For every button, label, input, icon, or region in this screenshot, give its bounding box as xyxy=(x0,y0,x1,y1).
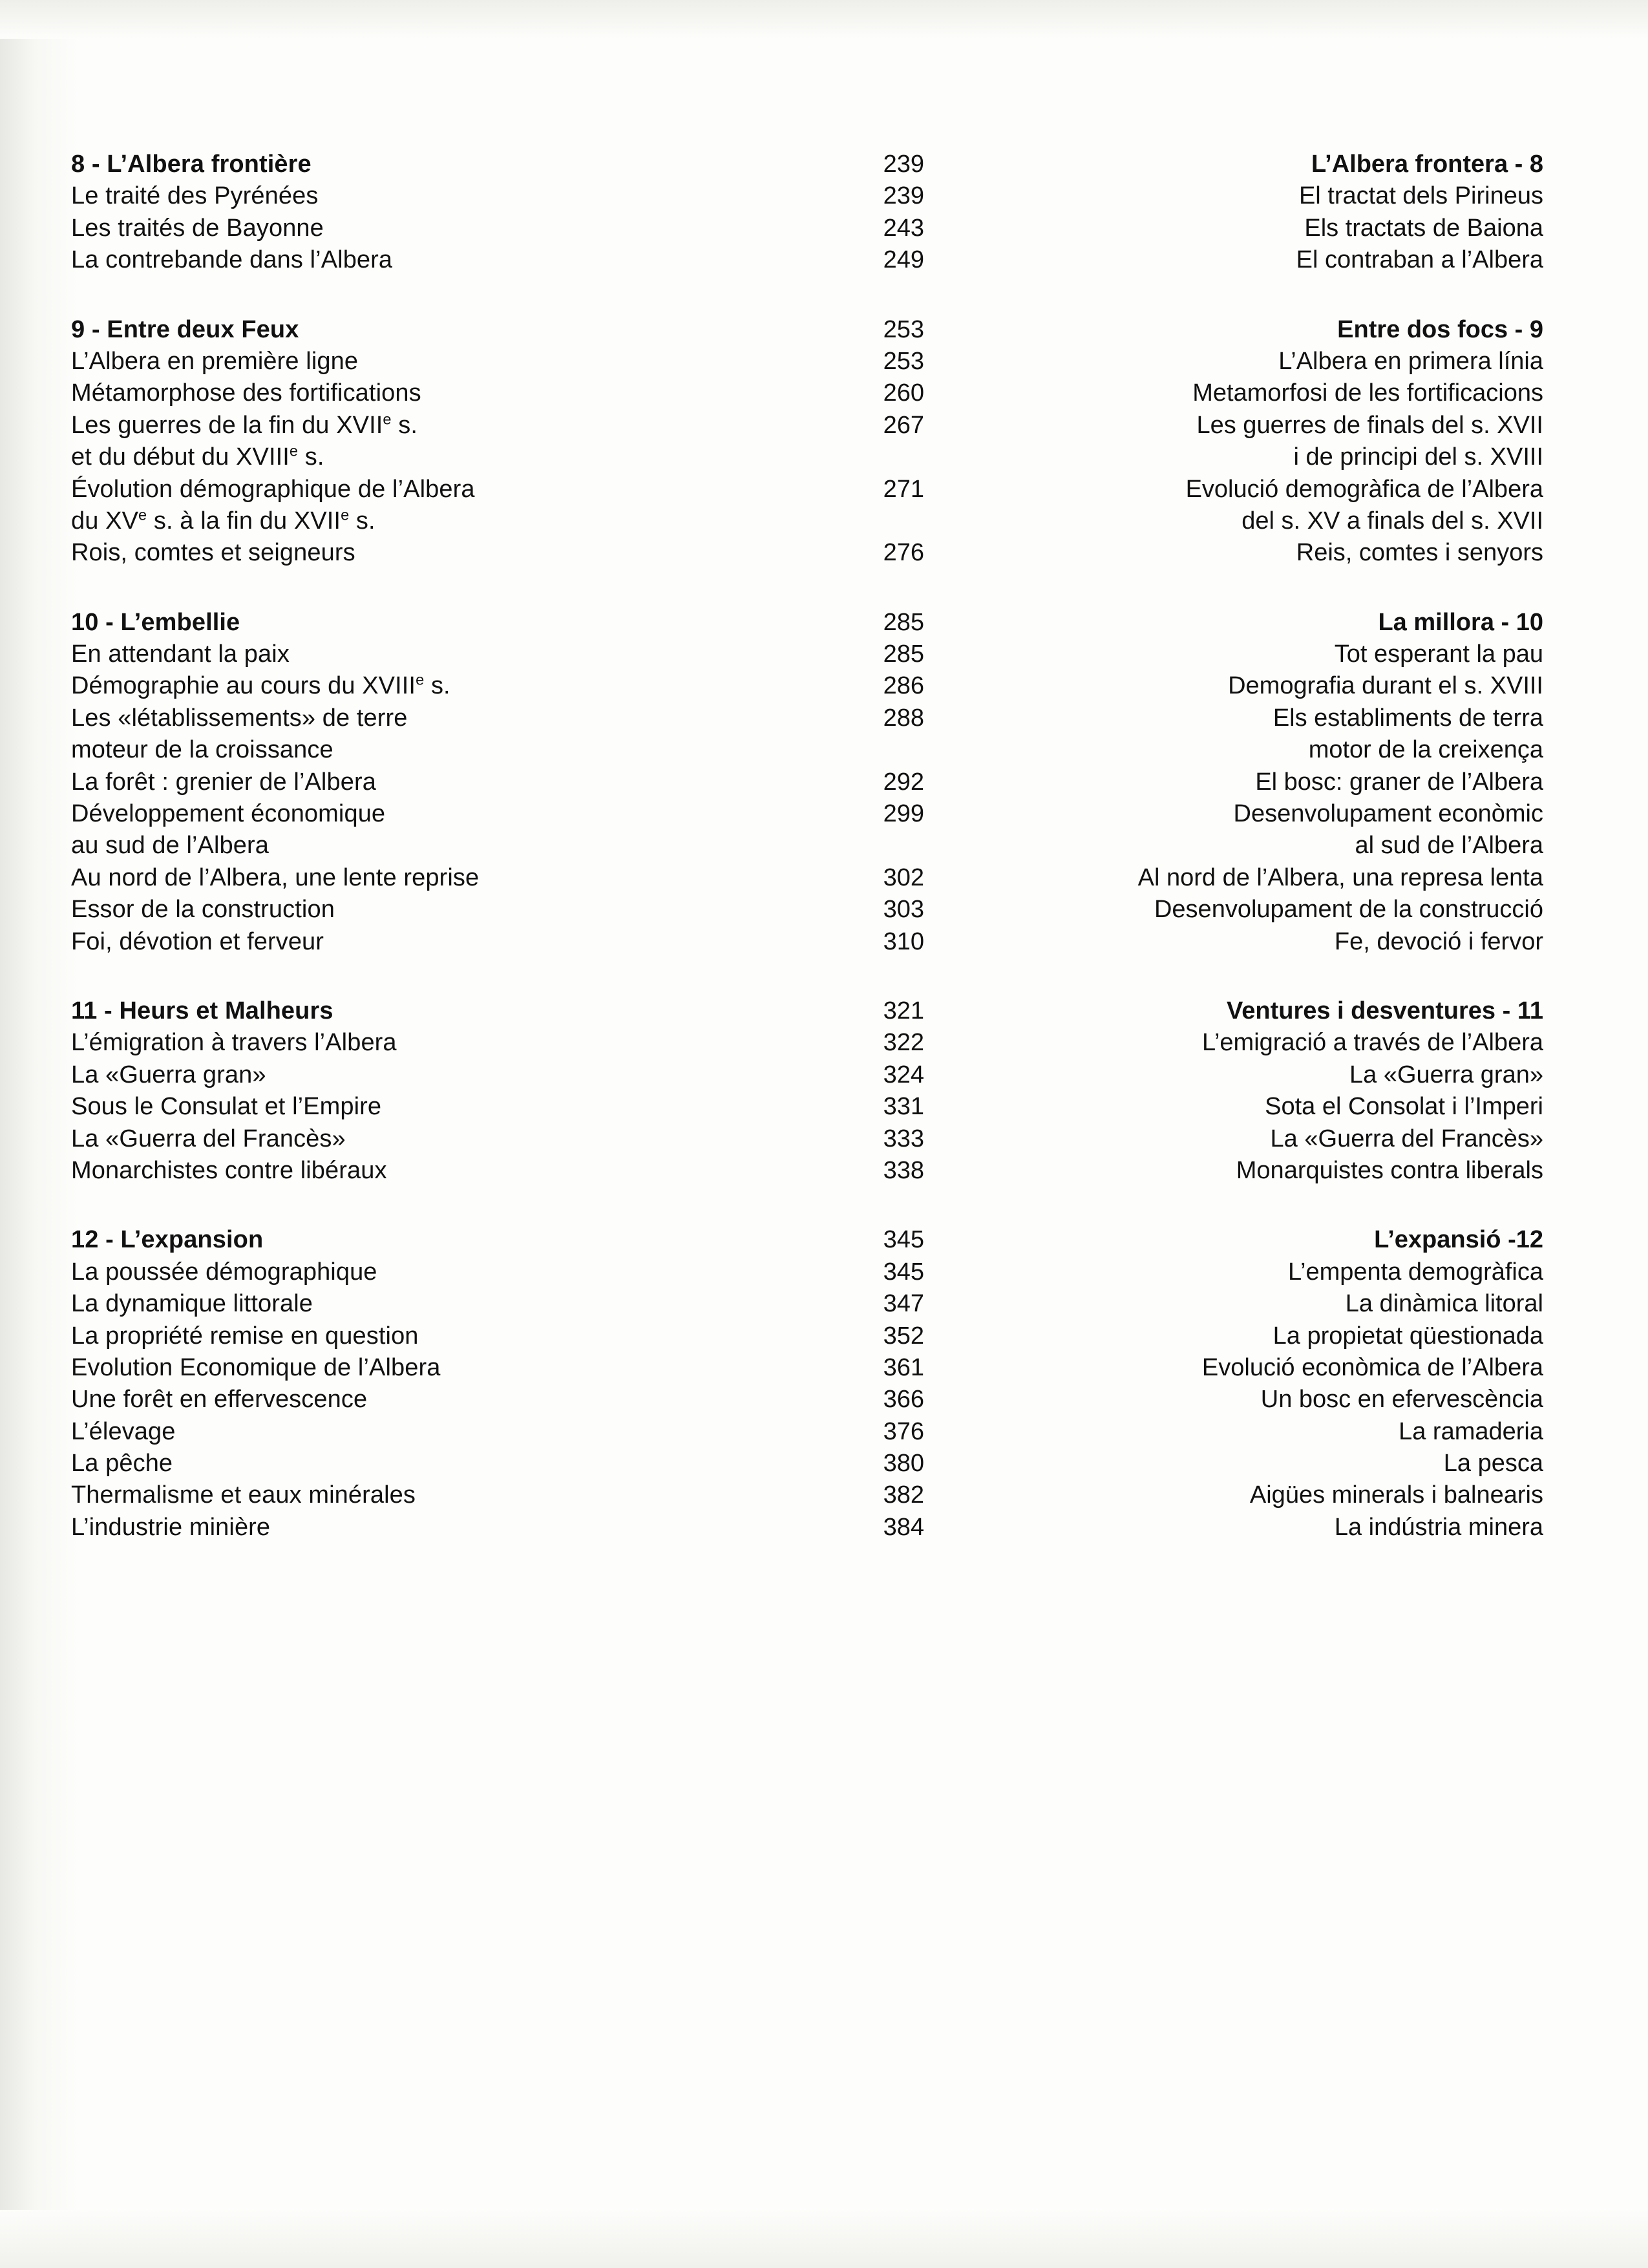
entry-title-ca: Les guerres de finals del s. XVII xyxy=(1196,411,1543,439)
toc-group-chapter-9 xyxy=(71,314,1577,569)
page-number: 299 xyxy=(883,800,924,828)
entry-title-fr: et du début du XVIIIe s. xyxy=(71,442,324,471)
toc-entry-row xyxy=(71,798,1577,830)
toc-entry-row xyxy=(71,703,1577,734)
toc-entry-row xyxy=(71,1091,1577,1123)
toc-entry-row xyxy=(71,180,1577,212)
entry-title-fr: Les «létablissements» de terre xyxy=(71,704,408,732)
page-number: 347 xyxy=(883,1290,924,1318)
toc-entry-row xyxy=(71,830,1577,862)
chapter-title-fr: 12 - L’expansion xyxy=(71,1226,264,1254)
toc-entry-row xyxy=(71,639,1577,670)
chapter-title-ca: Entre dos focs - 9 xyxy=(1337,315,1543,343)
page-number: 310 xyxy=(883,927,924,955)
page-number: 338 xyxy=(883,1156,924,1184)
toc-entry-row xyxy=(71,377,1577,409)
entry-title-fr: La pêche xyxy=(71,1450,173,1478)
entry-title-ca: La propietat qüestionada xyxy=(1273,1322,1543,1350)
entry-title-fr: moteur de la croissance xyxy=(71,736,333,764)
page-number: 253 xyxy=(883,315,924,343)
page-number: 352 xyxy=(883,1322,924,1350)
entry-title-fr: En attendant la paix xyxy=(71,641,290,668)
page-number: 366 xyxy=(883,1386,924,1414)
toc-chapter-row xyxy=(71,149,1577,180)
entry-title-ca: La «Guerra del Francès» xyxy=(1270,1125,1543,1152)
entry-title-fr: au sud de l’Albera xyxy=(71,832,269,860)
entry-title-ca: Desenvolupament de la construcció xyxy=(1154,896,1543,924)
entry-title-ca: L’emigració a través de l’Albera xyxy=(1201,1029,1543,1057)
chapter-title-fr: 8 - L’Albera frontière xyxy=(71,151,312,178)
entry-title-fr: Évolution démographique de l’Albera xyxy=(71,475,475,503)
toc-entry-row xyxy=(71,1352,1577,1384)
entry-title-ca: Els establiments de terra xyxy=(1273,704,1543,732)
entry-title-fr: La forêt : grenier de l’Albera xyxy=(71,768,376,796)
entry-title-ca: L’Albera en primera línia xyxy=(1278,347,1543,375)
toc-entry-row xyxy=(71,1123,1577,1155)
toc-entry-row xyxy=(71,1479,1577,1511)
toc-entry-row xyxy=(71,1059,1577,1091)
entry-title-fr: L’émigration à travers l’Albera xyxy=(71,1029,397,1057)
toc-entry-row xyxy=(71,505,1577,537)
entry-title-ca: Monarquistes contra liberals xyxy=(1236,1156,1543,1184)
entry-title-ca: Demografia durant el s. XVIII xyxy=(1228,672,1543,700)
toc-entry-row xyxy=(71,1448,1577,1479)
entry-title-ca: Fe, devoció i fervor xyxy=(1334,927,1543,955)
page-number: 243 xyxy=(883,214,924,242)
entry-title-ca: Reis, comtes i senyors xyxy=(1296,539,1543,567)
toc-entry-row xyxy=(71,537,1577,569)
toc-entry-row xyxy=(71,926,1577,958)
page-number: 285 xyxy=(883,608,924,636)
page-number: 331 xyxy=(883,1093,924,1121)
page-number: 260 xyxy=(883,379,924,407)
entry-title-fr: L’élevage xyxy=(71,1417,176,1445)
scan-edge-bottom xyxy=(0,2210,1648,2268)
entry-title-ca: Evolució econòmica de l’Albera xyxy=(1201,1353,1543,1381)
entry-title-fr: L’industrie minière xyxy=(71,1513,271,1541)
entry-title-fr: Une forêt en effervescence xyxy=(71,1386,368,1414)
page-number: 333 xyxy=(883,1125,924,1152)
entry-title-ca: i de principi del s. XVIII xyxy=(1293,443,1543,471)
page-number: 382 xyxy=(883,1481,924,1509)
page-number: 380 xyxy=(883,1450,924,1478)
page-number: 249 xyxy=(883,246,924,274)
toc-entry-row xyxy=(71,670,1577,702)
page-number: 276 xyxy=(883,539,924,567)
toc-entry-row xyxy=(71,213,1577,244)
entry-title-fr: Le traité des Pyrénées xyxy=(71,182,319,210)
table-of-contents xyxy=(71,149,1577,1581)
entry-title-fr: La dynamique littorale xyxy=(71,1290,313,1318)
entry-title-fr: du XVe s. à la fin du XVIIe s. xyxy=(71,506,375,535)
chapter-title-fr: 9 - Entre deux Feux xyxy=(71,315,299,343)
entry-title-ca: La «Guerra gran» xyxy=(1349,1061,1543,1088)
entry-title-fr: Les traités de Bayonne xyxy=(71,214,324,242)
scan-edge-top xyxy=(0,0,1648,39)
page-number: 239 xyxy=(883,182,924,210)
entry-title-fr: Thermalisme et eaux minérales xyxy=(71,1481,416,1509)
toc-entry-row xyxy=(71,244,1577,276)
page-number: 361 xyxy=(883,1353,924,1381)
toc-group-chapter-8 xyxy=(71,149,1577,277)
entry-title-fr: Monarchistes contre libéraux xyxy=(71,1156,387,1184)
chapter-title-fr: 10 - L’embellie xyxy=(71,608,240,636)
page-number: 286 xyxy=(883,672,924,700)
page-number: 292 xyxy=(883,768,924,796)
toc-entry-row xyxy=(71,734,1577,766)
entry-title-fr: Au nord de l’Albera, une lente reprise xyxy=(71,864,480,891)
toc-chapter-row xyxy=(71,1224,1577,1256)
entry-title-ca: L’empenta demogràfica xyxy=(1287,1258,1543,1286)
entry-title-ca: Desenvolupament econòmic xyxy=(1233,800,1543,828)
toc-group-chapter-10 xyxy=(71,607,1577,958)
toc-entry-row xyxy=(71,894,1577,926)
toc-chapter-row xyxy=(71,995,1577,1027)
page-number: 239 xyxy=(883,151,924,178)
entry-title-ca: La indústria minera xyxy=(1334,1513,1543,1541)
entry-title-fr: Sous le Consulat et l’Empire xyxy=(71,1093,382,1121)
entry-title-fr: La propriété remise en question xyxy=(71,1322,419,1350)
entry-title-ca: Al nord de l’Albera, una represa lenta xyxy=(1137,864,1543,891)
toc-chapter-row xyxy=(71,607,1577,639)
chapter-title-ca: La millora - 10 xyxy=(1378,608,1543,636)
entry-title-fr: La poussée démographique xyxy=(71,1258,377,1286)
entry-title-fr: Foi, dévotion et ferveur xyxy=(71,927,324,955)
entry-title-ca: motor de la creixença xyxy=(1308,736,1543,764)
toc-entry-row xyxy=(71,1416,1577,1448)
entry-title-ca: del s. XV a finals del s. XVII xyxy=(1241,507,1543,535)
entry-title-fr: La «Guerra gran» xyxy=(71,1061,266,1088)
entry-title-fr: Evolution Economique de l’Albera xyxy=(71,1353,441,1381)
page-number: 345 xyxy=(883,1226,924,1254)
page-number: 345 xyxy=(883,1258,924,1286)
entry-title-ca: El tractat dels Pirineus xyxy=(1298,182,1543,210)
page-number: 384 xyxy=(883,1513,924,1541)
page-number: 285 xyxy=(883,641,924,668)
page-number: 271 xyxy=(883,475,924,503)
toc-entry-row xyxy=(71,410,1577,441)
toc-group-chapter-11 xyxy=(71,995,1577,1187)
entry-title-fr: Démographie au cours du XVIIIe s. xyxy=(71,671,450,700)
toc-entry-row xyxy=(71,767,1577,798)
toc-entry-row xyxy=(71,441,1577,473)
page-number: 322 xyxy=(883,1029,924,1057)
page-number: 321 xyxy=(883,997,924,1024)
entry-title-ca: Sota el Consolat i l’Imperi xyxy=(1265,1093,1543,1121)
entry-title-fr: L’Albera en première ligne xyxy=(71,347,359,375)
entry-title-ca: Un bosc en efervescència xyxy=(1260,1386,1543,1414)
toc-entry-row xyxy=(71,1288,1577,1320)
toc-entry-row xyxy=(71,1512,1577,1543)
entry-title-fr: Développement économique xyxy=(71,800,386,828)
entry-title-ca: Tot esperant la pau xyxy=(1334,641,1543,668)
entry-title-ca: Evolució demogràfica de l’Albera xyxy=(1185,475,1543,503)
entry-title-fr: Les guerres de la fin du XVIIe s. xyxy=(71,410,418,439)
chapter-title-fr: 11 - Heurs et Malheurs xyxy=(71,997,333,1024)
toc-entry-row xyxy=(71,862,1577,894)
toc-entry-row xyxy=(71,1256,1577,1288)
toc-entry-row xyxy=(71,474,1577,505)
entry-title-ca: La pesca xyxy=(1443,1450,1543,1478)
page-number: 376 xyxy=(883,1417,924,1445)
toc-entry-row xyxy=(71,1384,1577,1415)
entry-title-ca: Metamorfosi de les fortificacions xyxy=(1192,379,1543,407)
entry-title-ca: Aigües minerals i balnearis xyxy=(1249,1481,1543,1509)
entry-title-ca: al sud de l’Albera xyxy=(1355,832,1543,860)
entry-title-ca: El contraban a l’Albera xyxy=(1296,246,1543,274)
entry-title-fr: La «Guerra del Francès» xyxy=(71,1125,346,1152)
toc-entry-row xyxy=(71,1155,1577,1187)
entry-title-fr: Essor de la construction xyxy=(71,896,335,924)
scan-edge-left xyxy=(0,0,78,2268)
entry-title-ca: Els tractats de Baiona xyxy=(1304,214,1543,242)
entry-title-ca: El bosc: graner de l’Albera xyxy=(1255,768,1543,796)
entry-title-ca: La ramaderia xyxy=(1399,1417,1543,1445)
page-number: 253 xyxy=(883,347,924,375)
entry-title-fr: La contrebande dans l’Albera xyxy=(71,246,393,274)
chapter-title-ca: Ventures i desventures - 11 xyxy=(1226,997,1543,1024)
chapter-title-ca: L’expansió -12 xyxy=(1374,1226,1543,1254)
toc-entry-row xyxy=(71,346,1577,377)
page-number: 324 xyxy=(883,1061,924,1088)
entry-title-fr: Métamorphose des fortifications xyxy=(71,379,421,407)
entry-title-fr: Rois, comtes et seigneurs xyxy=(71,539,355,567)
toc-chapter-row xyxy=(71,314,1577,346)
chapter-title-ca: L’Albera frontera - 8 xyxy=(1311,151,1543,178)
page-number: 302 xyxy=(883,864,924,891)
page-number: 267 xyxy=(883,411,924,439)
toc-entry-row xyxy=(71,1027,1577,1059)
page-number: 288 xyxy=(883,704,924,732)
page-number: 303 xyxy=(883,896,924,924)
toc-entry-row xyxy=(71,1320,1577,1352)
entry-title-ca: La dinàmica litoral xyxy=(1345,1290,1543,1318)
toc-group-chapter-12 xyxy=(71,1224,1577,1543)
